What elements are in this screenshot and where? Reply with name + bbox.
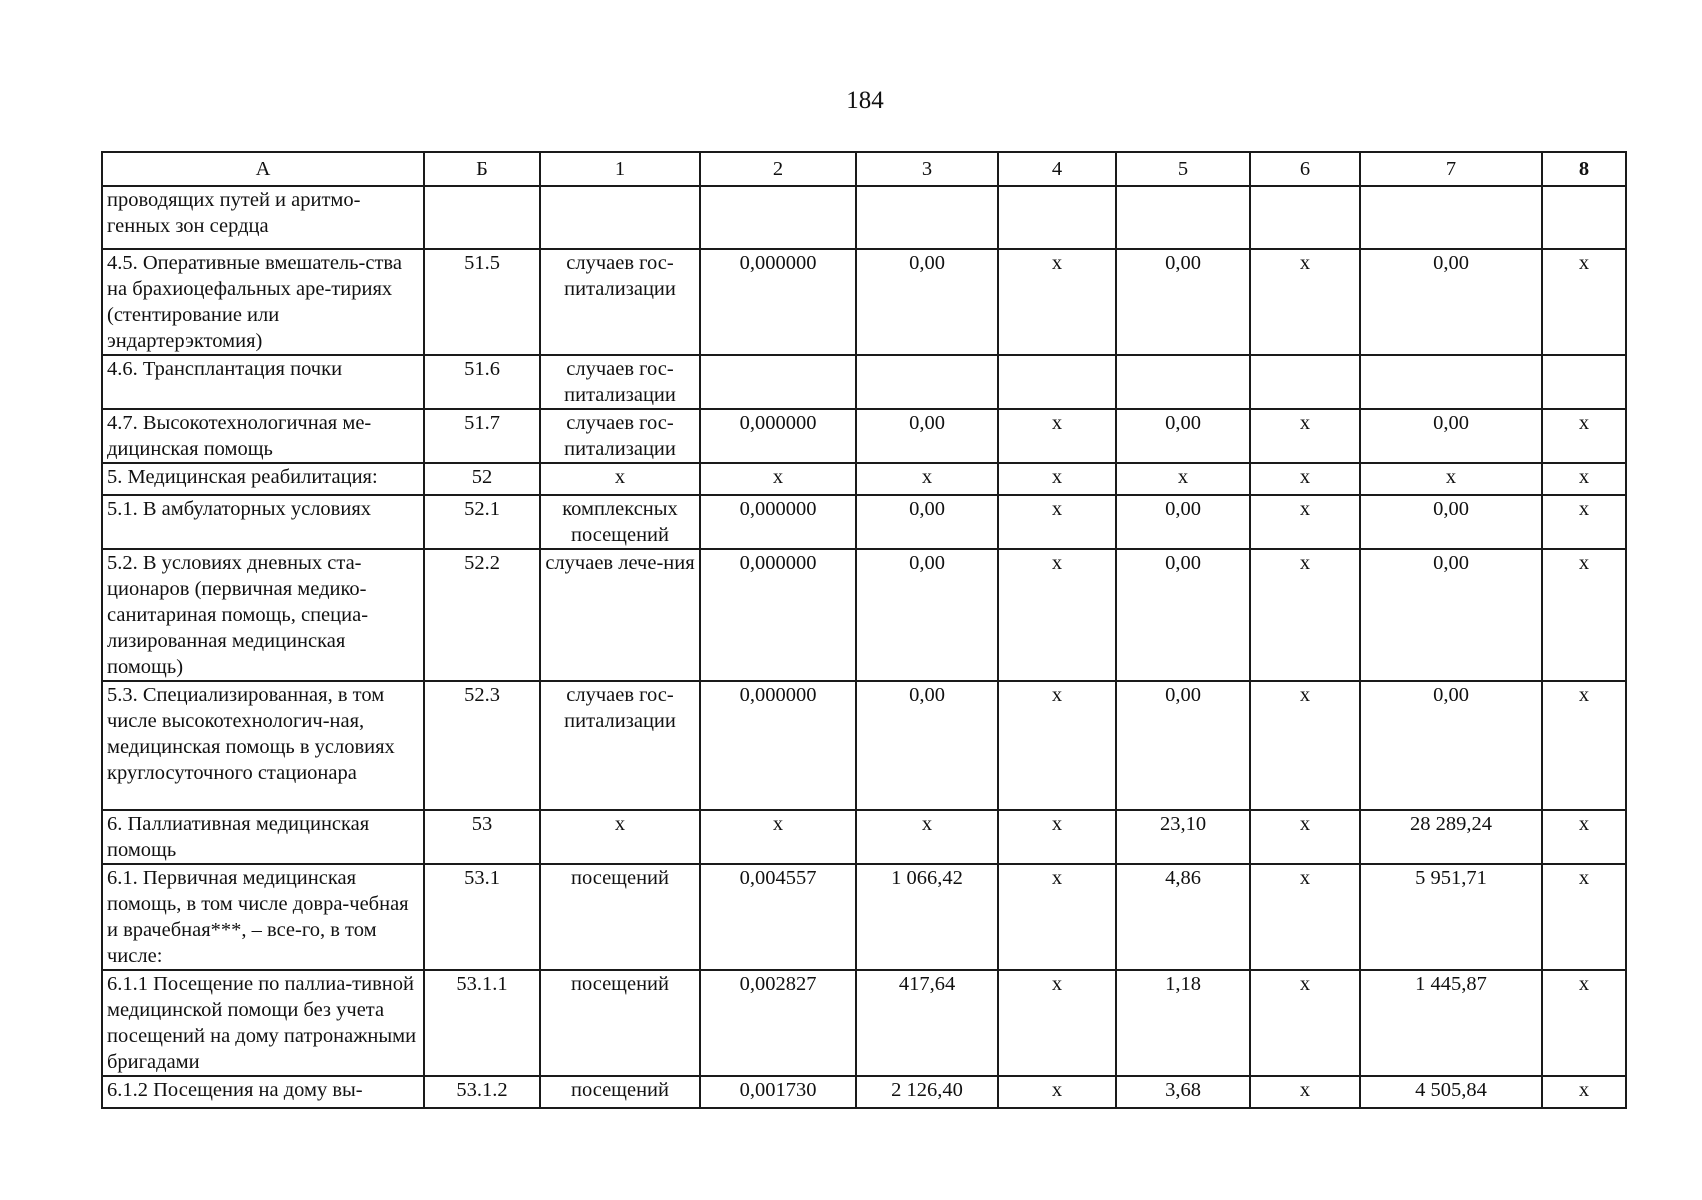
value-cell: х — [856, 463, 998, 495]
page-number: 184 — [846, 87, 884, 114]
value-cell: 0,00 — [1116, 495, 1250, 549]
value-cell: 0,00 — [856, 495, 998, 549]
value-cell: 0,00 — [1360, 495, 1542, 549]
value-cell — [700, 186, 856, 249]
row-label: 5.3. Специализированная, в том числе высокотехнологич-ная, медицинская помощь в условиях круглосуточного стационара — [102, 681, 424, 810]
value-cell: 0,000000 — [700, 409, 856, 463]
value-cell: 0,00 — [856, 249, 998, 355]
row-label: 6.1. Первичная медицинская помощь, в том числе доврa-чебная и врачебная***, – все-го, в том числе: — [102, 864, 424, 970]
table-row — [102, 409, 1626, 463]
value-cell: х — [1250, 249, 1360, 355]
unit-cell: случаев гос-питализации — [540, 249, 700, 355]
unit-cell: комплексных посещений — [540, 495, 700, 549]
table-row — [102, 186, 1626, 249]
value-cell: х — [1250, 810, 1360, 864]
table-row — [102, 355, 1626, 409]
unit-cell: случаев гос-питализации — [540, 409, 700, 463]
value-cell — [1116, 355, 1250, 409]
value-cell: 0,00 — [856, 409, 998, 463]
table-row — [102, 549, 1626, 681]
value-cell: 2 126,40 — [856, 1076, 998, 1108]
value-cell: 0,000000 — [700, 495, 856, 549]
value-cell: 0,000000 — [700, 681, 856, 810]
header-cell-b: Б — [424, 152, 540, 186]
row-label: 5. Медицинская реабилитация: — [102, 463, 424, 495]
value-cell: х — [1542, 249, 1626, 355]
unit-cell: случаев гос-питализации — [540, 681, 700, 810]
header-cell-4: 4 — [998, 152, 1116, 186]
value-cell: х — [1542, 495, 1626, 549]
value-cell: х — [998, 810, 1116, 864]
value-cell — [1360, 186, 1542, 249]
value-cell: х — [1250, 463, 1360, 495]
header-cell-2: 2 — [700, 152, 856, 186]
row-label: 6.1.2 Посещения на дому вы- — [102, 1076, 424, 1108]
value-cell: 0,004557 — [700, 864, 856, 970]
row-code: 52.1 — [424, 495, 540, 549]
row-code — [424, 186, 540, 249]
value-cell: 0,002827 — [700, 970, 856, 1076]
value-cell — [1360, 355, 1542, 409]
value-cell: х — [998, 409, 1116, 463]
value-cell: х — [1250, 681, 1360, 810]
value-cell: х — [1542, 810, 1626, 864]
value-cell: х — [700, 463, 856, 495]
value-cell: х — [998, 495, 1116, 549]
value-cell — [1250, 355, 1360, 409]
row-label: 5.1. В амбулаторных условиях — [102, 495, 424, 549]
unit-cell: посещений — [540, 864, 700, 970]
value-cell: х — [998, 864, 1116, 970]
value-cell: х — [1116, 463, 1250, 495]
row-label: 4.6. Трансплантация почки — [102, 355, 424, 409]
value-cell — [1250, 186, 1360, 249]
table-row — [102, 864, 1626, 970]
unit-cell: посещений — [540, 970, 700, 1076]
value-cell — [700, 355, 856, 409]
value-cell: х — [856, 810, 998, 864]
table-row — [102, 1076, 1626, 1108]
value-cell: 0,00 — [1116, 249, 1250, 355]
row-code: 51.6 — [424, 355, 540, 409]
value-cell: 1 445,87 — [1360, 970, 1542, 1076]
value-cell: х — [700, 810, 856, 864]
value-cell — [998, 355, 1116, 409]
value-cell: 0,00 — [1360, 681, 1542, 810]
value-cell: х — [1250, 495, 1360, 549]
table-row — [102, 970, 1626, 1076]
value-cell: 1,18 — [1116, 970, 1250, 1076]
value-cell: х — [1250, 549, 1360, 681]
header-cell-7: 7 — [1360, 152, 1542, 186]
value-cell: 417,64 — [856, 970, 998, 1076]
value-cell: 0,000000 — [700, 249, 856, 355]
value-cell — [1116, 186, 1250, 249]
value-cell: х — [1250, 970, 1360, 1076]
table-row — [102, 810, 1626, 864]
value-cell: х — [1250, 1076, 1360, 1108]
value-cell: 3,68 — [1116, 1076, 1250, 1108]
value-cell: 28 289,24 — [1360, 810, 1542, 864]
unit-cell: х — [540, 810, 700, 864]
value-cell: 0,00 — [1360, 549, 1542, 681]
row-code: 53.1 — [424, 864, 540, 970]
row-label: 6.1.1 Посещение по паллиа-тивной медицинской помощи без учета посещений на дому патронажными бригадами — [102, 970, 424, 1076]
value-cell: х — [1360, 463, 1542, 495]
value-cell: 4 505,84 — [1360, 1076, 1542, 1108]
row-code: 53.1.2 — [424, 1076, 540, 1108]
header-cell-6: 6 — [1250, 152, 1360, 186]
row-label: 6. Паллиативная медицинская помощь — [102, 810, 424, 864]
value-cell — [998, 186, 1116, 249]
value-cell: 1 066,42 — [856, 864, 998, 970]
value-cell: 0,00 — [1360, 249, 1542, 355]
value-cell — [1542, 355, 1626, 409]
row-label: 4.5. Оперативные вмешатель-ства на брахиоцефальных аре-тириях (стентирование или эндартерэктомия) — [102, 249, 424, 355]
value-cell: 0,001730 — [700, 1076, 856, 1108]
value-cell: х — [1250, 864, 1360, 970]
table-row — [102, 495, 1626, 549]
value-cell: х — [998, 549, 1116, 681]
value-cell: х — [1542, 1076, 1626, 1108]
row-code: 51.7 — [424, 409, 540, 463]
value-cell: х — [998, 970, 1116, 1076]
row-code: 52.2 — [424, 549, 540, 681]
row-code: 53 — [424, 810, 540, 864]
value-cell — [856, 355, 998, 409]
header-cell-3: 3 — [856, 152, 998, 186]
row-label: проводящих путей и аритмо-генных зон сердца — [102, 186, 424, 249]
unit-cell: случаев лече-ния — [540, 549, 700, 681]
value-cell: 4,86 — [1116, 864, 1250, 970]
row-label: 5.2. В условиях дневных ста-ционаров (первичная медико-санитариная помощь, специа-лизированная медицинская помощь) — [102, 549, 424, 681]
value-cell: 0,00 — [1116, 549, 1250, 681]
value-cell: х — [998, 1076, 1116, 1108]
row-label: 4.7. Высокотехнологичная ме-дицинская помощь — [102, 409, 424, 463]
value-cell: 0,000000 — [700, 549, 856, 681]
unit-cell: посещений — [540, 1076, 700, 1108]
header-cell-5: 5 — [1116, 152, 1250, 186]
value-cell: х — [1542, 681, 1626, 810]
value-cell: х — [1542, 970, 1626, 1076]
value-cell: 5 951,71 — [1360, 864, 1542, 970]
row-code: 52.3 — [424, 681, 540, 810]
header-cell-1: 1 — [540, 152, 700, 186]
value-cell: х — [1542, 463, 1626, 495]
value-cell: 23,10 — [1116, 810, 1250, 864]
value-cell: 0,00 — [1116, 409, 1250, 463]
value-cell: х — [1250, 409, 1360, 463]
value-cell: 0,00 — [1360, 409, 1542, 463]
value-cell: 0,00 — [856, 549, 998, 681]
value-cell: х — [998, 249, 1116, 355]
value-cell: х — [1542, 549, 1626, 681]
value-cell — [856, 186, 998, 249]
unit-cell — [540, 186, 700, 249]
header-row — [102, 152, 1626, 186]
table-row — [102, 681, 1626, 810]
unit-cell: х — [540, 463, 700, 495]
value-cell: х — [998, 463, 1116, 495]
header-cell-8: 8 — [1542, 152, 1626, 186]
main-table — [101, 151, 1627, 1109]
header-cell-a: А — [102, 152, 424, 186]
row-code: 53.1.1 — [424, 970, 540, 1076]
value-cell: х — [1542, 409, 1626, 463]
row-code: 52 — [424, 463, 540, 495]
value-cell: 0,00 — [1116, 681, 1250, 810]
value-cell: х — [1542, 864, 1626, 970]
value-cell: 0,00 — [856, 681, 998, 810]
value-cell — [1542, 186, 1626, 249]
table-row — [102, 463, 1626, 495]
value-cell: х — [998, 681, 1116, 810]
unit-cell: случаев гос-питализации — [540, 355, 700, 409]
table-row — [102, 249, 1626, 355]
row-code: 51.5 — [424, 249, 540, 355]
